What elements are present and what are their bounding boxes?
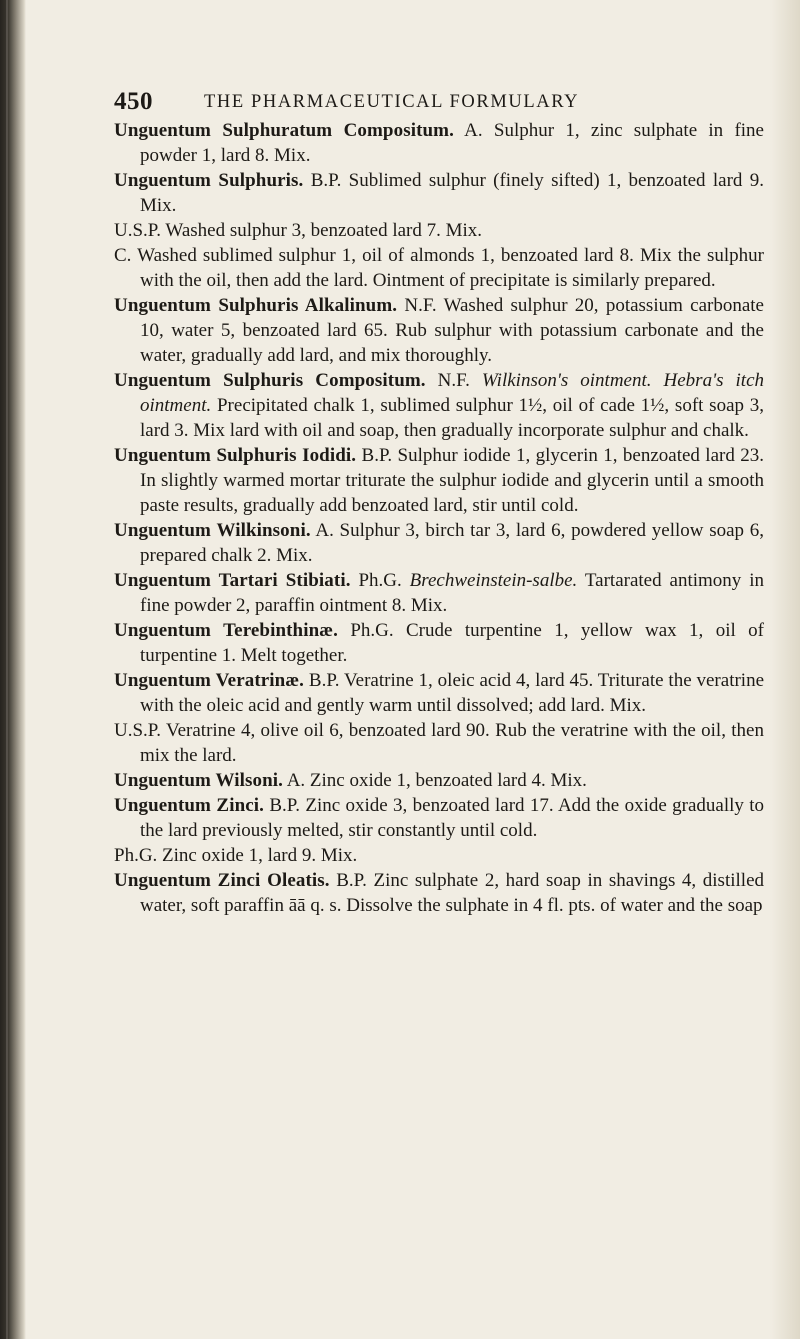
formula-entry [114,668,764,718]
entry-text: N.F. [425,370,482,391]
formula-variant [114,718,764,768]
entry-heading: Unguentum Terebinthinæ. [114,620,338,641]
entry-text: C. Washed sublimed sulphur 1, oil of almonds 1, benzoated lard 8. Mix the sulphur with the oil, then add the lard. Ointment of precipitate is similarly prepared. [114,245,764,291]
entry-text: Ph.G. Crude turpentine 1, yellow wax 1, oil of turpentine 1. Melt together. [140,620,764,666]
entry-text: Tartarated antimony in fine powder 2, paraffin ointment 8. Mix. [140,570,764,616]
entry-text: U.S.P. Veratrine 4, olive oil 6, benzoated lard 90. Rub the veratrine with the oil, then mix the lard. [114,720,764,766]
entry-text: B.P. Zinc oxide 3, benzoated lard 17. Add the oxide gradually to the lard previously melted, stir constantly until cold. [140,795,764,841]
formula-entry [114,793,764,843]
entry-text: Precipitated chalk 1, sublimed sulphur 1½, oil of cade 1½, soft soap 3, lard 3. Mix lard with oil and soap, then gradually incorporate sulphur and chalk. [140,395,764,441]
entry-text: B.P. Zinc sulphate 2, hard soap in shavings 4, distilled water, soft paraffin āā q. s. Dissolve the sulphate in 4 fl. pts. of water and the soap [140,870,765,916]
formula-entry [114,518,764,568]
entry-heading: Unguentum Sulphuratum Compositum. [114,120,454,141]
entry-text: A. Sulphur 1, zinc sulphate in fine powder 1, lard 8. Mix. [140,120,764,166]
entry-text: N.F. Washed sulphur 20, potassium carbonate 10, water 5, benzoated lard 65. Rub sulphur with potassium carbonate and the water, gradually add lard, and mix thoroughly. [140,295,764,366]
formula-entry [114,368,764,443]
entry-text: B.P. Veratrine 1, oleic acid 4, lard 45. Triturate the veratrine with the oleic acid and gently warm until dissolved; add lard. Mix. [140,670,765,716]
formula-entry [114,168,764,218]
entry-text: B.P. Sublimed sulphur (finely sifted) 1, benzoated lard 9. Mix. [140,170,764,216]
formula-entry [114,443,764,518]
entry-heading: Unguentum Wilkinsoni. [114,520,311,541]
italic-synonym: Hebra's itch ointment. [140,370,765,416]
entry-heading: Unguentum Sulphuris. [114,170,304,191]
formula-variant [114,243,764,293]
formula-entry [114,868,764,918]
running-title: THE PHARMACEUTICAL FORMULARY [204,92,580,112]
formulary-text [114,118,764,918]
italic-synonym: Brechweinstein-salbe. [409,570,578,591]
entry-text: Ph.G. Zinc oxide 1, lard 9. Mix. [114,845,358,866]
formula-entry [114,768,764,793]
formula-entry [114,568,764,618]
binding-edge-line [6,0,8,1339]
entry-heading: Unguentum Sulphuris Alkalinum. [114,295,398,316]
page-edge-shadow [770,0,800,1339]
entry-heading: Unguentum Tartari Stibiati. [114,570,351,591]
entry-heading: Unguentum Veratrinæ. [114,670,305,691]
entry-heading: Unguentum Zinci Oleatis. [114,870,330,891]
entry-text: A. Zinc oxide 1, benzoated lard 4. Mix. [283,770,587,791]
italic-synonym: Wilkinson's ointment. [481,370,652,391]
formula-entry [114,118,764,168]
formula-entry [114,293,764,368]
entry-text: Ph.G. [350,570,410,591]
entry-heading: Unguentum Zinci. [114,795,265,816]
page-binding-shadow [0,0,26,1339]
formula-variant [114,843,764,868]
entry-text: U.S.P. Washed sulphur 3, benzoated lard 7. Mix. [114,220,483,241]
entry-text [652,370,664,391]
entry-heading: Unguentum Sulphuris Iodidi. [114,445,357,466]
formula-variant [114,218,764,243]
page-number: 450 [114,88,153,115]
formula-entry [114,618,764,668]
entry-heading: Unguentum Sulphuris Compositum. [114,370,426,391]
entry-text: A. Sulphur 3, birch tar 3, lard 6, powdered yellow soap 6, prepared chalk 2. Mix. [140,520,764,566]
entry-heading: Unguentum Wilsoni. [114,770,283,791]
entry-text: B.P. Sulphur iodide 1, glycerin 1, benzoated lard 23. In slightly warmed mortar triturate the sulphur iodide and glycerin until a smooth paste results, gradually add benzoated lard, stir until cold. [140,445,764,516]
